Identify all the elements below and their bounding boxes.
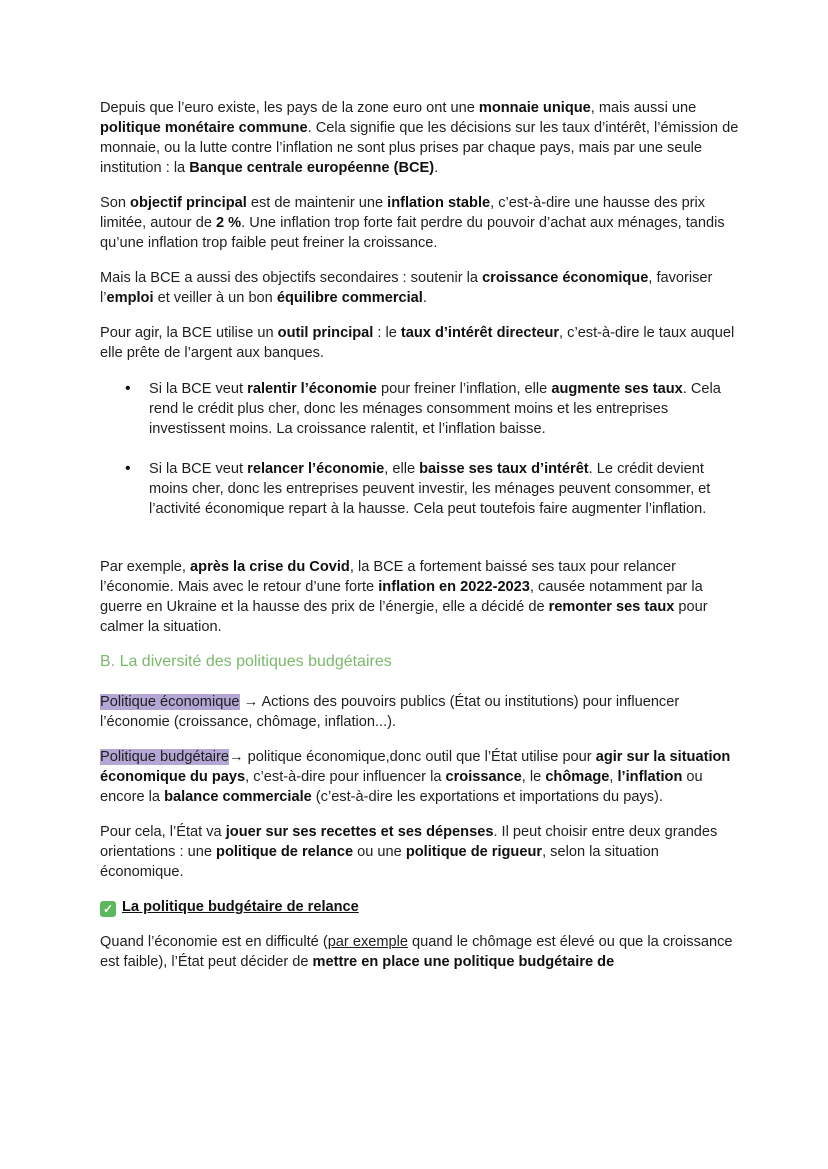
paragraph-relance-intro: Quand l’économie est en difficulté (par exemple quand le chômage est élevé ou que la croissance est faible), l’État peut décider de mettre en place une politique budgétaire de bbox=[100, 934, 733, 970]
paragraph-euro-intro: Depuis que l’euro existe, les pays de la zone euro ont une monnaie unique, mais aussi une politique monétaire commune. Cela signifie que les décisions sur les taux d’intérêt, l’émission de monnaie, ou la lutte contre l’inflation ne sont plus prises par chaque pays, mais par une seule institution : la Banque centrale européenne (BCE). bbox=[100, 100, 739, 176]
paragraph-bce-objective: Son objectif principal est de maintenir une inflation stable, c’est-à-dire une hausse des prix limitée, autour de 2 %. Une inflation trop forte fait perdre du pouvoir d’achat aux ménages, tandis qu’une inflation trop faible peut freiner la croissance. bbox=[100, 195, 725, 251]
section-heading-b: B. La diversité des politiques budgétaires bbox=[100, 653, 392, 670]
paragraph-orientations: Pour cela, l’État va jouer sur ses recettes et ses dépenses. Il peut choisir entre deux grandes orientations : une politique de relance ou une politique de rigueur, selon la situation économique. bbox=[100, 824, 718, 880]
definition-politique-economique: Politique économique → Actions des pouvoirs publics (État ou institutions) pour influencer l’économie (croissance, chômage, inflation...). bbox=[100, 694, 680, 730]
highlighted-term: Politique budgétaire bbox=[100, 749, 230, 765]
paragraph-main-tool: Pour agir, la BCE utilise un outil principal : le taux d’intérêt directeur, c’est-à-dire le taux auquel elle prête de l’argent aux banques. bbox=[100, 325, 735, 361]
paragraph-covid-example: Par exemple, après la crise du Covid, la BCE a fortement baissé ses taux pour relancer l’économie. Mais avec le retour d’une forte inflation en 2022-2023, causée notamment par la guerre en Ukraine et la hausse des prix de l’énergie, elle a décidé de remonter ses taux pour calmer la situation. bbox=[100, 559, 708, 635]
subheading-relance: ✓ La politique budgétaire de relance bbox=[100, 897, 740, 917]
paragraph-secondary-objectives: Mais la BCE a aussi des objectifs secondaires : soutenir la croissance économique, favoriser l’emploi et veiller à un bon équilibre commercial. bbox=[100, 270, 713, 306]
bullet-list bbox=[100, 379, 740, 519]
document-page bbox=[100, 98, 740, 987]
check-mark-icon: ✓ bbox=[100, 901, 116, 917]
highlighted-term: Politique économique bbox=[100, 694, 240, 710]
list-item-boost-economy: • Si la BCE veut relancer l’économie, elle baisse ses taux d’intérêt. Le crédit devient moins cher, donc les entreprises peuvent investir, les ménages peuvent consommer, et l’activité économique repart à la hausse. Cela peut toutefois faire augmenter l’inflation. bbox=[149, 459, 729, 519]
list-item-slow-economy: • Si la BCE veut ralentir l’économie pour freiner l’inflation, elle augmente ses taux. Cela rend le crédit plus cher, donc les ménages consomment moins et les entreprises investissent moins. La croissance ralentit, et l’inflation baisse. bbox=[149, 379, 729, 439]
definition-politique-budgetaire: Politique budgétaire→ politique économique,donc outil que l’État utilise pour agir sur la situation économique du pays, c’est-à-dire pour influencer la croissance, le chômage, l’inflation ou encore la balance commerciale (c’est-à-dire les exportations et importations du pays). bbox=[100, 749, 731, 805]
